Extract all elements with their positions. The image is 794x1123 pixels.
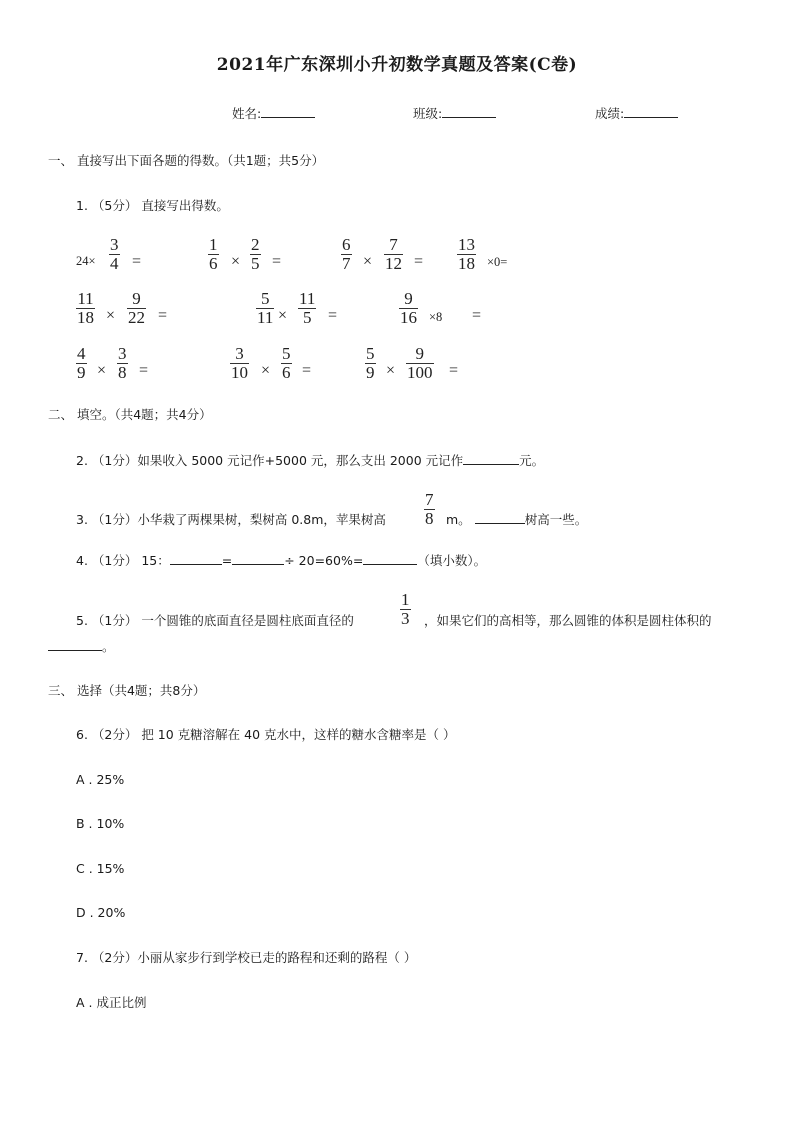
- question-5-line2: 。: [48, 637, 115, 655]
- r1d-tail: ×0=: [487, 255, 508, 269]
- r1b-operator: ×: [231, 253, 241, 270]
- name-blank[interactable]: [261, 104, 315, 118]
- question-5: 5. （1分） 一个圆锥的底面直径是圆柱底面直径的: [76, 613, 354, 628]
- r1c-operator: ×: [363, 253, 373, 270]
- r2c-tail: ×8: [429, 310, 443, 324]
- question-3: 3. （1分）小华栽了两棵果树，梨树高 0.8m，苹果树高: [76, 512, 386, 527]
- r1a-equals: =: [132, 253, 142, 270]
- score-blank[interactable]: [624, 104, 678, 118]
- q5-fraction: 1 3: [401, 590, 410, 628]
- question-5-tail: ，如果它们的高相等，那么圆锥的体积是圆柱体积的: [424, 613, 712, 628]
- r3c-equals: =: [449, 362, 459, 379]
- class-blank[interactable]: [442, 104, 496, 118]
- q3-fraction: 7 8: [425, 490, 434, 528]
- score-label: 成绩:: [595, 106, 625, 121]
- r1b-equals: =: [272, 253, 282, 270]
- q6-option-b[interactable]: B . 10%: [76, 816, 125, 831]
- section2-heading: 二、 填空。（共4题；共4分）: [48, 407, 212, 422]
- page-title: 2021年广东深圳小升初数学真题及答案(C卷): [216, 55, 578, 75]
- r3c-fraction-2: 9 100: [407, 344, 433, 382]
- r1d-fraction: 13 18: [458, 235, 475, 273]
- r2b-fraction-1: 5 11: [257, 289, 274, 327]
- r2b-operator: ×: [278, 307, 288, 324]
- r3a-equals: =: [139, 362, 149, 379]
- r3a-fraction-1: 4 9: [77, 344, 86, 382]
- r1a-prefix: 24×: [76, 254, 96, 268]
- q4-blank-1[interactable]: [170, 551, 222, 565]
- q3-answer-blank[interactable]: [475, 510, 525, 524]
- q2-answer-blank[interactable]: [463, 451, 519, 465]
- name-field: [232, 104, 315, 122]
- r2b-equals: =: [328, 307, 338, 324]
- q6-option-c[interactable]: C . 15%: [76, 861, 125, 876]
- q6-option-d[interactable]: D . 20%: [76, 905, 126, 920]
- section1-heading: 一、 直接写出下面各题的得数。（共1题；共5分）: [48, 153, 325, 168]
- r2b-fraction-2: 11 5: [299, 289, 316, 327]
- question-6: 6. （2分） 把 10 克糖溶解在 40 克水中，这样的糖水含糖率是（ ）: [76, 727, 456, 742]
- class-field: [413, 104, 496, 122]
- section3-heading: 三、 选择（共4题；共8分）: [48, 683, 206, 698]
- name-label: 姓名:: [232, 106, 262, 121]
- r3b-fraction-2: 5 6: [282, 344, 291, 382]
- question-4: 4. （1分） 15： = ÷ 20=60%= （填小数）。: [76, 553, 487, 568]
- r3c-operator: ×: [386, 362, 396, 379]
- r3b-operator: ×: [261, 362, 271, 379]
- q4-blank-2[interactable]: [232, 551, 284, 565]
- r1b-fraction-1: 1 6: [209, 235, 218, 273]
- score-field: [595, 104, 678, 122]
- question-3-tail: m。 树高一些。: [446, 512, 588, 527]
- r2a-equals: =: [158, 307, 168, 324]
- r2a-operator: ×: [106, 307, 116, 324]
- q6-option-a[interactable]: A . 25%: [76, 772, 125, 787]
- q7-option-a[interactable]: A . 成正比例: [76, 995, 147, 1010]
- r3b-fraction-1: 3 10: [231, 344, 248, 382]
- r3a-fraction-2: 3 8: [118, 344, 127, 382]
- r2c-fraction: 9 16: [400, 289, 417, 327]
- q5-answer-blank[interactable]: [48, 637, 102, 651]
- question-7: 7. （2分）小丽从家步行到学校已走的路程和还剩的路程（ ）: [76, 950, 417, 965]
- r3c-fraction-1: 5 9: [366, 344, 375, 382]
- r1a-fraction: 3 4: [110, 235, 119, 273]
- question-2: 2. （1分）如果收入 5000 元记作+5000 元，那么支出 2000 元记作 元。: [76, 453, 545, 468]
- r1c-equals: =: [414, 253, 424, 270]
- r2a-fraction-1: 11 18: [77, 289, 94, 327]
- r2c-equals: =: [472, 307, 482, 324]
- question-1: 1. （5分） 直接写出得数。: [76, 198, 229, 213]
- r3a-operator: ×: [97, 362, 107, 379]
- r3b-equals: =: [302, 362, 312, 379]
- q4-blank-3[interactable]: [363, 551, 417, 565]
- r2a-fraction-2: 9 22: [128, 289, 145, 327]
- r1b-fraction-2: 2 5: [251, 235, 260, 273]
- r1c-fraction-2: 7 12: [385, 235, 402, 273]
- r1c-fraction-1: 6 7: [342, 235, 351, 273]
- class-label: 班级:: [413, 106, 443, 121]
